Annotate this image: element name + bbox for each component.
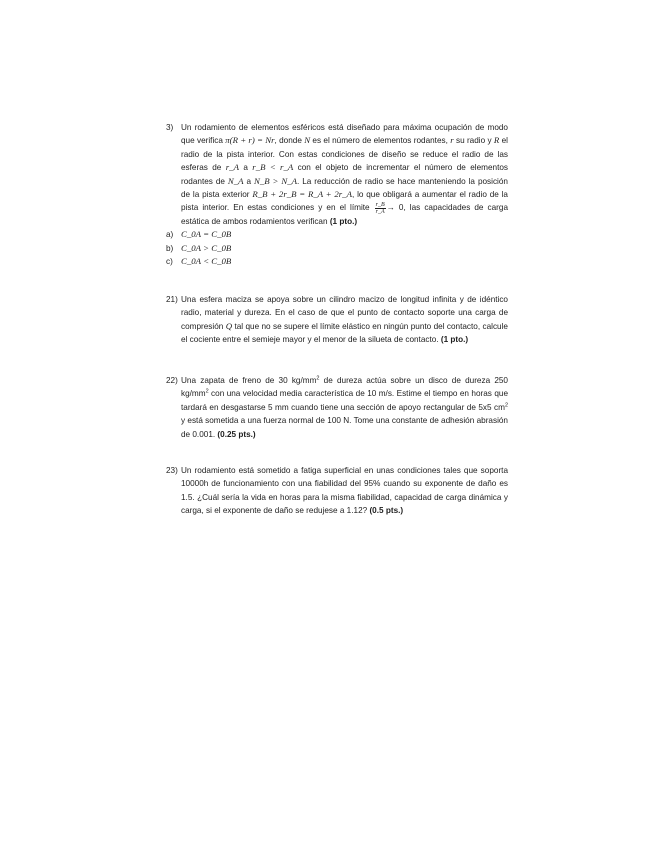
answer-options: [166, 228, 508, 268]
question-text: Un rodamiento de elementos esféricos está diseñado para máxima ocupación de modo que verifica π(R + r) = Nr, donde N es el número de elementos rodantes, r su radio y R el radio de la pista interior. Con estas condiciones de diseño se reduce el radio de las esferas de r_A a r_B < r_A con el objeto de incrementar el número de elementos rodantes de N_A a N_B > N_A. La reducción de radio se hace manteniendo la posición de la pista exterior R_B + 2r_B = R_A + 2r_A, lo que obligará a aumentar el radio de la pista interior. En estas condiciones y en el límite $\frac{r\_B}{r\_A}$ → 0, las capacidades de carga estática de ambos rodamientos verifican (1 pto.): [181, 123, 509, 226]
question-21: [166, 293, 508, 347]
question-text: Un rodamiento está sometido a fatiga superficial en unas condiciones tales que soporta 10000h de funcionamiento con una fiabilidad del 95% cuando su exponente de daño es 1.5. ¿Cuál sería la vida en horas para la misma fiabilidad, capacidad de carga dinámica y carga, si el exponente de daño se redujese a 1.12? (0.5 pts.): [181, 466, 508, 516]
points-label: (1 pto.): [440, 335, 469, 345]
question-text: Una zapata de freno de 30 $kg/mm^2$ de dureza actúa sobre un disco de dureza 250 $kg/mm^2$ con una velocidad media característica de 10 m/s. Estime el tiempo en horas que tardará en desgastarse 5 mm cuando tiene una sección de apoyo rectangular de 5x5 $cm^2$ y está sometida a una fuerza normal de 100 N. Tome una constante de adhesión abrasión de 0.001. (0.25 pts.): [181, 375, 508, 439]
question-number: 23): [166, 466, 178, 475]
limit-fraction: $\frac{r\_B}{r\_A}$: [375, 201, 385, 215]
question-number: 21): [166, 295, 178, 304]
question-3: [166, 121, 508, 268]
option-c: c) C_0A < C_0B: [166, 256, 232, 267]
points-label: (0.5 pts.): [369, 506, 404, 516]
question-text: Una esfera maciza se apoya sobre un cilindro macizo de longitud infinita y de idéntico radio, material y dureza. En el caso de que el punto de contacto soporte una carga de compresión Q tal que no se supere el límite elástico en ningún punto del contacto, calcule el cociente entre el semieje mayor y el menor de la silueta de contacto. (1 pto.): [181, 295, 508, 345]
question-23: [166, 464, 508, 518]
question-number: 3): [166, 123, 174, 132]
option-a: a) C_0A = C_0B: [166, 229, 232, 240]
points-label: (1 pto.): [329, 216, 358, 226]
points-label: (0.25 pts.): [217, 429, 256, 439]
option-b: b) C_0A > C_0B: [166, 242, 232, 253]
question-22: [166, 374, 508, 441]
question-number: 22): [166, 376, 178, 385]
